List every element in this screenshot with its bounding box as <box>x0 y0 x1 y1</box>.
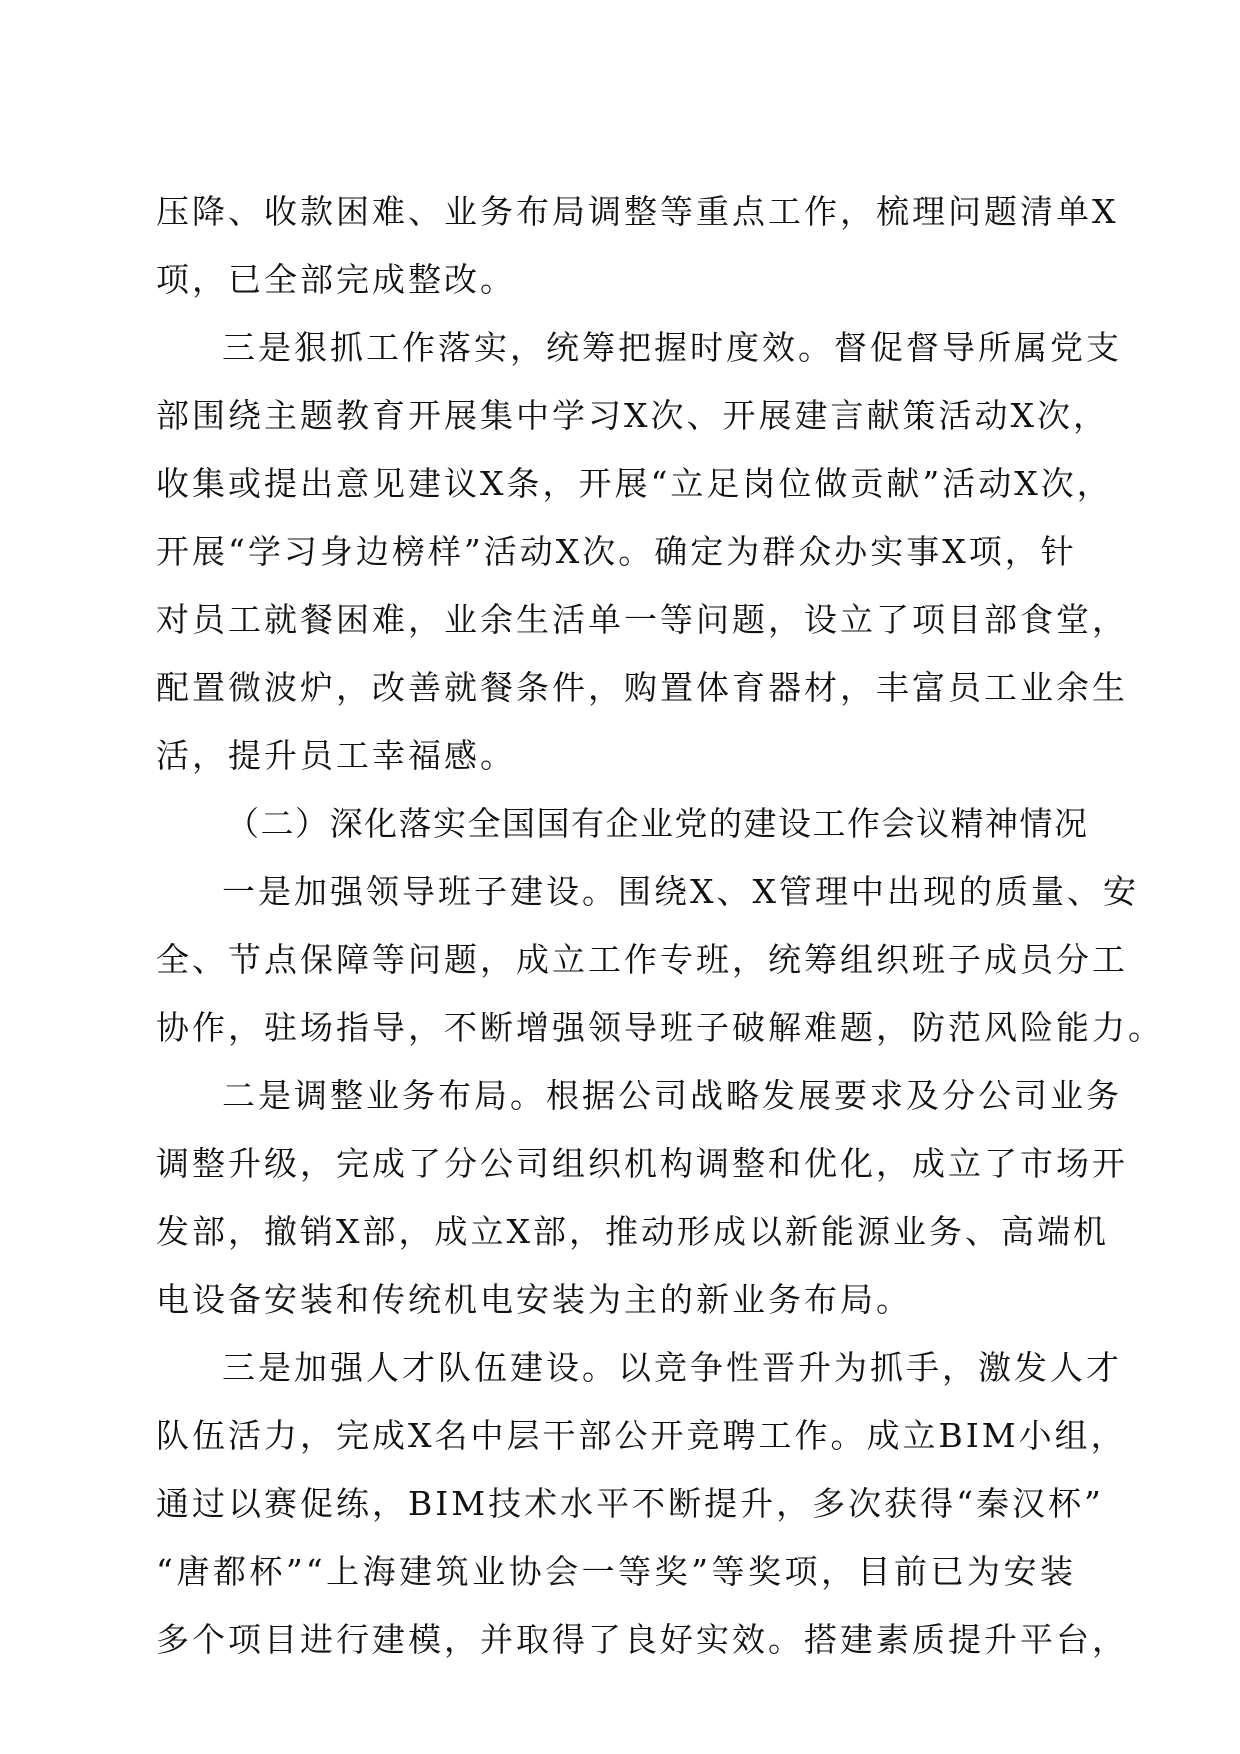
text-line: 收集或提出意见建议X条，开展“立足岗位做贡献”活动X次， <box>156 464 1113 503</box>
text-line: 通过以赛促练，BIM技术水平不断提升，多次获得“秦汉杯” <box>156 1484 1104 1523</box>
text-line: 项，已全部完成整改。 <box>156 260 516 299</box>
text-line: 电设备安装和传统机电安装为主的新业务布局。 <box>156 1280 912 1319</box>
text-line: 活，提升员工幸福感。 <box>156 736 516 775</box>
text-line: 开展“学习身边榜样”活动X次。确定为群众办实事X项，针 <box>156 532 1077 571</box>
text-line: 多个项目进行建模，并取得了良好实效。搭建素质提升平台， <box>156 1620 1128 1659</box>
text-line: 配置微波炉，改善就餐条件，购置体育器材，丰富员工业余生 <box>156 668 1128 707</box>
text-line: 队伍活力，完成X名中层干部公开竞聘工作。成立BIM小组， <box>156 1416 1127 1455</box>
text-line: “唐都杯”“上海建筑业协会一等奖”等奖项，目前已为安装 <box>156 1552 1076 1591</box>
paragraph-start: 三是加强人才队伍建设。以竞争性晋升为抓手，激发人才 <box>222 1348 1122 1387</box>
paragraph-start: 三是狠抓工作落实，统筹把握时度效。督促督导所属党支 <box>222 328 1122 367</box>
paragraph-start: 一是加强领导班子建设。围绕X、X管理中出现的质量、安 <box>222 872 1139 911</box>
section-heading: （二）深化落实全国国有企业党的建设工作会议精神情况 <box>226 804 1089 843</box>
text-line: 调整升级，完成了分公司组织机构调整和优化，成立了市场开 <box>156 1144 1128 1183</box>
text-line: 压降、收款困难、业务布局调整等重点工作，梳理问题清单X <box>156 192 1119 231</box>
text-line: 全、节点保障等问题，成立工作专班，统筹组织班子成员分工 <box>156 940 1128 979</box>
text-line: 对员工就餐困难，业余生活单一等问题，设立了项目部食堂， <box>156 600 1128 639</box>
text-line: 部围绕主题教育开展集中学习X次、开展建言献策活动X次， <box>156 396 1109 435</box>
text-line: 协作，驻场指导，不断增强领导班子破解难题，防范风险能力。 <box>156 1008 1164 1047</box>
text-line: 发部，撤销X部，成立X部，推动形成以新能源业务、高端机 <box>156 1212 1109 1251</box>
paragraph-start: 二是调整业务布局。根据公司战略发展要求及分公司业务 <box>222 1076 1122 1115</box>
